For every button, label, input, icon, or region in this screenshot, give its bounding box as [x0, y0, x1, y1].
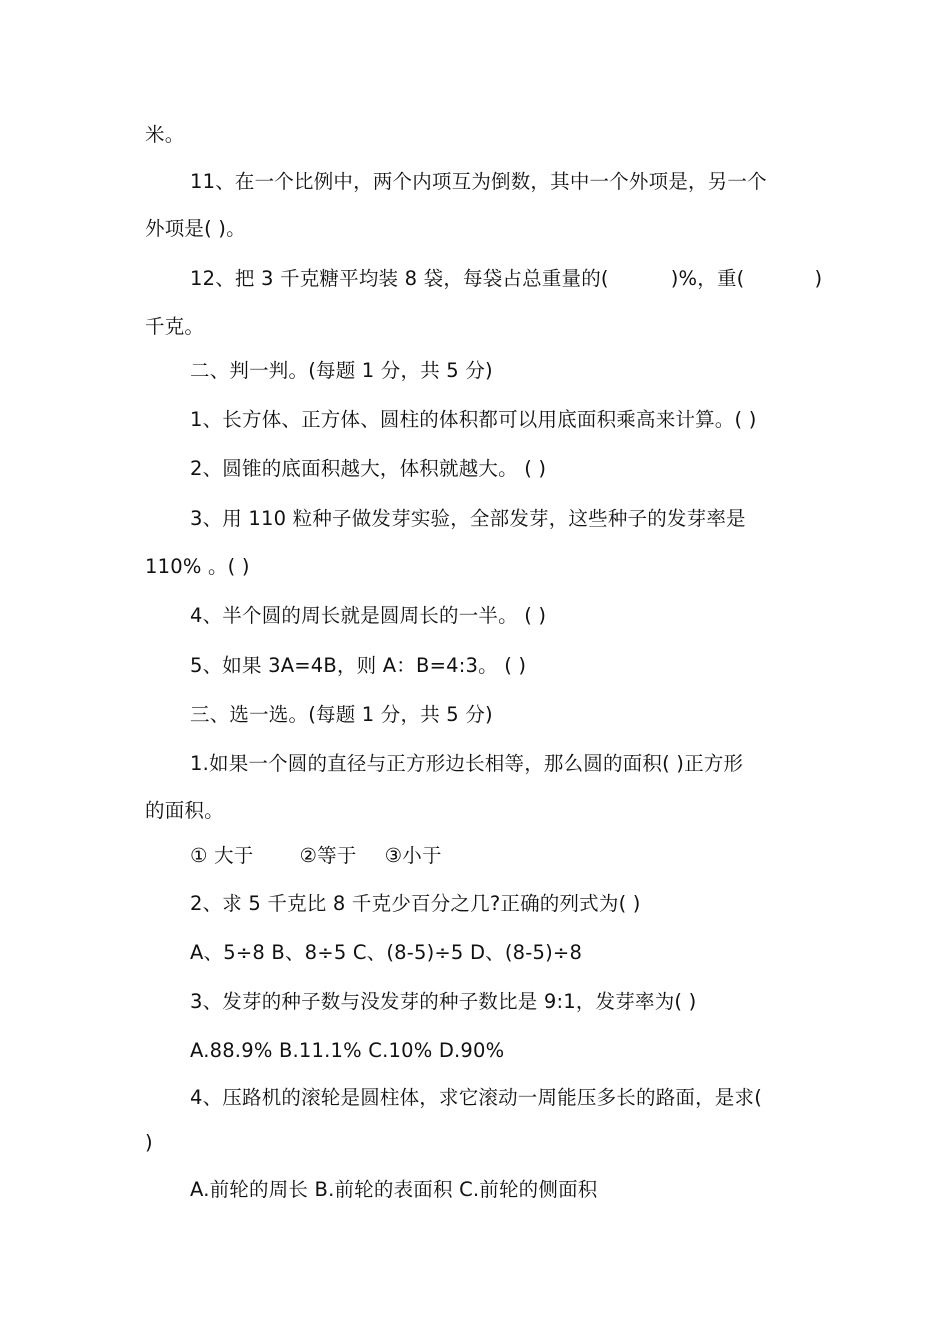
choose-item-3-options: A.88.9% B.11.1% C.10% D.90% — [190, 1039, 505, 1062]
text-line: 外项是( )。 — [145, 217, 246, 240]
judge-item-2: 2、圆锥的底面积越大，体积就越大。 ( ) — [190, 457, 547, 480]
question-12-part-1: 12、把 3 千克糖平均装 8 袋，每袋占总重量的( — [190, 267, 609, 290]
question-12-part-3: ) — [814, 267, 823, 290]
text-line: ) — [145, 1131, 153, 1154]
choose-item-4-options: A.前轮的周长 B.前轮的表面积 C.前轮的侧面积 — [190, 1178, 598, 1201]
choose-item-2: 2、求 5 千克比 8 千克少百分之几?正确的列式为( ) — [190, 892, 641, 915]
judge-item-5: 5、如果 3A=4B，则 A：B=4:3。 ( ) — [190, 654, 527, 677]
section-heading-choose: 三、选一选。(每题 1 分，共 5 分) — [190, 703, 493, 726]
choose-item-1: 1.如果一个圆的直径与正方形边长相等，那么圆的面积( )正方形 — [190, 752, 744, 775]
choose-item-2-options: A、5÷8 B、8÷5 C、(8-5)÷5 D、(8-5)÷8 — [190, 941, 583, 964]
choose-item-4: 4、压路机的滚轮是圆柱体，求它滚动一周能压多长的路面，是求( — [190, 1086, 763, 1109]
text-line: 110% 。( ) — [145, 555, 250, 578]
choose-item-1-options — [190, 842, 810, 870]
question-11: 11、在一个比例中，两个内项互为倒数，其中一个外项是，另一个 — [190, 170, 767, 193]
text-line: 的面积。 — [145, 799, 224, 822]
judge-item-4: 4、半个圆的周长就是圆周长的一半。 ( ) — [190, 604, 547, 627]
judge-item-3: 3、用 110 粒种子做发芽实验，全部发芽，这些种子的发芽率是 — [190, 507, 746, 530]
question-12 — [190, 265, 823, 293]
judge-item-1: 1、长方体、正方体、圆柱的体积都可以用底面积乘高来计算。( ) — [190, 408, 757, 431]
text-line: 千克。 — [145, 315, 205, 338]
option-1: ① 大于 — [190, 844, 254, 867]
section-heading-judge: 二、判一判。(每题 1 分，共 5 分) — [190, 359, 493, 382]
text-line: 米。 — [145, 123, 185, 146]
question-12-part-2: )%，重( — [670, 267, 745, 290]
choose-item-3: 3、发芽的种子数与没发芽的种子数比是 9:1，发芽率为( ) — [190, 990, 697, 1013]
option-2: ②等于 — [299, 844, 357, 867]
option-3: ③小于 — [384, 844, 442, 867]
